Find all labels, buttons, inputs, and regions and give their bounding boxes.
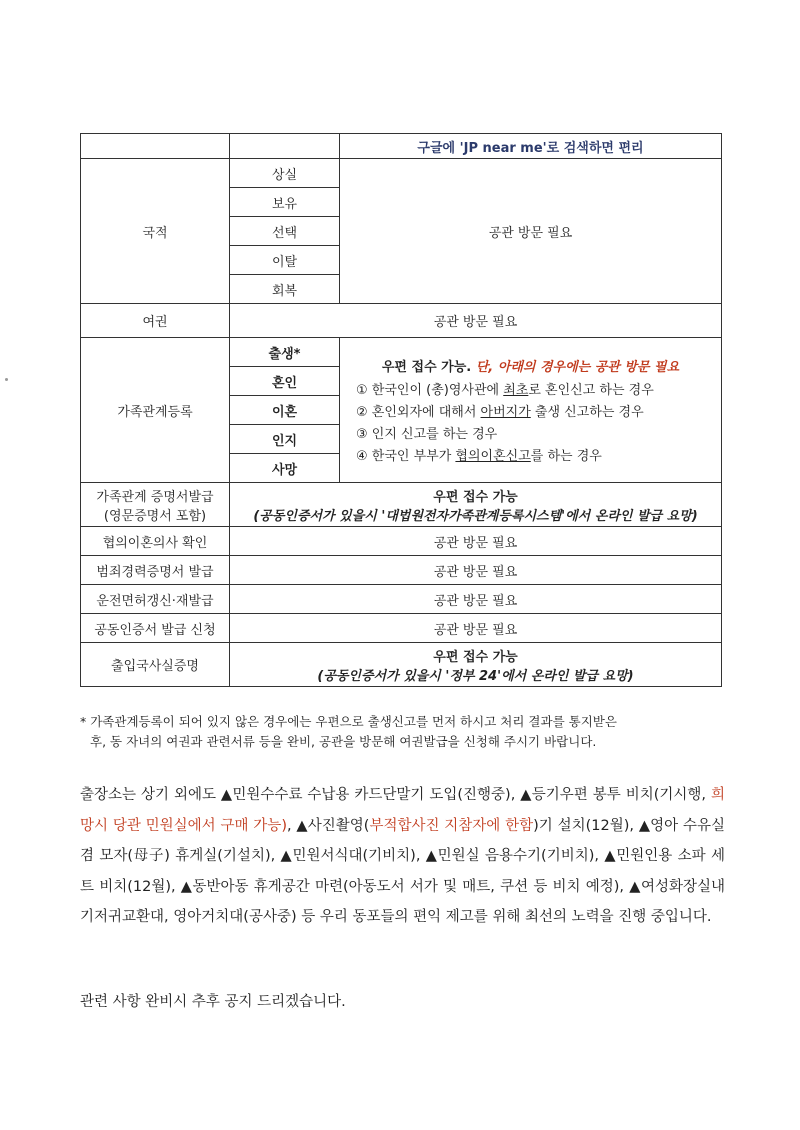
case-item — [356, 445, 709, 464]
cert-label-line: 가족관계 증명서발급 — [96, 489, 214, 505]
passport-note: 공관 방문 필요 — [230, 304, 722, 338]
case-item — [356, 401, 709, 420]
case-text: 를 하는 경우 — [530, 449, 602, 464]
header-empty-cell — [230, 134, 340, 159]
table-row — [81, 556, 722, 585]
paragraph-text: )기 설치(12월), ▲영아 수유실 겸 모자(母子) 휴게실(기설치), ▲민원서식대(기비치), ▲민원실 음용수기(기비치), ▲민원인용 소파 세트 비치(12월), ▲동반아동 휴게공간 마련(아동도서 서가 및 매트, 쿠션 등 비치 예정), ▲여성화장실내 기저귀교환대, 영아거치대(공사중) 등 우리 동포들의 편익 제고를 위해 최선의 노력을 진행 중입니다. — [80, 817, 726, 925]
table-row — [81, 585, 722, 614]
row-label: 운전면허갱신·재발급 — [81, 585, 230, 614]
case-number: ④ — [356, 449, 368, 464]
table-row — [81, 483, 722, 527]
case-item — [356, 379, 709, 398]
table-row — [81, 527, 722, 556]
case-underlined: 최초 — [503, 383, 529, 398]
cert-note — [230, 483, 722, 527]
nationality-item: 상실 — [230, 159, 340, 188]
nationality-label: 국적 — [81, 159, 230, 304]
immigration-note-line: 우편 접수 가능 — [433, 649, 518, 665]
row-label: 협의이혼의사 확인 — [81, 527, 230, 556]
row-label: 범죄경력증명서 발급 — [81, 556, 230, 585]
footnote-line: * 가족관계등록이 되어 있지 않은 경우에는 우편으로 출생신고를 먼저 하시고 처리 결과를 통지받은 — [80, 714, 617, 729]
table-row — [81, 338, 722, 367]
table-row — [81, 614, 722, 643]
case-number: ① — [356, 383, 368, 398]
body-paragraph — [80, 780, 725, 933]
case-underlined: 아버지가 — [480, 405, 531, 420]
family-item: 출생* — [230, 338, 340, 367]
cert-label-line: (영문증명서 포함) — [103, 508, 207, 524]
nationality-note: 공관 방문 필요 — [340, 159, 722, 304]
paragraph-text: 출장소는 상기 외에도 ▲민원수수료 수납용 카드단말기 도입(진행중), ▲등기우편 봉투 비치(기시행, — [80, 787, 711, 803]
row-note: 공관 방문 필요 — [230, 527, 722, 556]
row-note: 공관 방문 필요 — [230, 585, 722, 614]
family-item: 인지 — [230, 425, 340, 454]
table-row — [81, 643, 722, 687]
notice-head-warning: 단, 아래의 경우에는 공관 방문 필요 — [471, 360, 680, 375]
cert-note-line: (공동인증서가 있을시 '대법원전자가족관계등록시스템'에서 온라인 발급 요망) — [253, 508, 698, 524]
case-text: 인지 신고를 하는 경우 — [371, 427, 498, 442]
case-text: 한국인 부부가 — [371, 449, 456, 464]
case-item — [356, 423, 709, 442]
row-note: 공관 방문 필요 — [230, 614, 722, 643]
table-row — [81, 304, 722, 338]
notice-head-text: 우편 접수 가능. — [381, 360, 472, 375]
footnote-line: 후, 동 자녀의 여권과 관련서류 등을 완비, 공관을 방문해 여권발급을 신청해 주시기 바랍니다. — [90, 734, 597, 749]
header-tip: 구글에 'JP near me'로 검색하면 편리 — [340, 134, 722, 159]
case-number: ② — [356, 405, 368, 420]
paragraph-text: , ▲사진촬영( — [286, 817, 370, 834]
case-text: 한국인이 (총)영사관에 — [371, 383, 504, 398]
table-header-row — [81, 134, 722, 159]
paragraph-highlight: 희망시 당관 민원실에서 구매 가능) — [80, 787, 725, 834]
cert-label — [81, 483, 230, 527]
nationality-item: 선택 — [230, 217, 340, 246]
immigration-note-line: (공동인증서가 있을시 '정부 24'에서 온라인 발급 요망) — [317, 668, 634, 684]
family-item: 사망 — [230, 454, 340, 483]
nationality-item: 이탈 — [230, 246, 340, 275]
case-text: 로 혼인신고 하는 경우 — [528, 383, 654, 398]
row-label: 공동인증서 발급 신청 — [81, 614, 230, 643]
case-text: 출생 신고하는 경우 — [530, 405, 644, 420]
header-empty-cell — [81, 134, 230, 159]
footnote — [80, 712, 720, 752]
family-notice-heading — [352, 356, 709, 375]
immigration-note — [230, 643, 722, 687]
cert-note-line: 우편 접수 가능 — [433, 489, 518, 505]
family-notice — [340, 338, 722, 483]
nationality-item: 보유 — [230, 188, 340, 217]
margin-mark — [5, 378, 8, 381]
family-item: 혼인 — [230, 367, 340, 396]
paragraph-highlight: 부적합사진 지참자에 한함 — [369, 817, 534, 834]
family-item: 이혼 — [230, 396, 340, 425]
case-text: 혼인외자에 대해서 — [371, 405, 481, 420]
table-row — [81, 159, 722, 188]
case-number: ③ — [356, 427, 368, 442]
consular-services-table — [80, 133, 722, 687]
family-label: 가족관계등록 — [81, 338, 230, 483]
immigration-label: 출입국사실증명 — [81, 643, 230, 687]
case-underlined: 협의이혼신고 — [455, 449, 531, 464]
nationality-item: 회복 — [230, 275, 340, 304]
passport-label: 여권 — [81, 304, 230, 338]
row-note: 공관 방문 필요 — [230, 556, 722, 585]
closing-line: 관련 사항 완비시 추후 공지 드리겠습니다. — [80, 994, 346, 1010]
